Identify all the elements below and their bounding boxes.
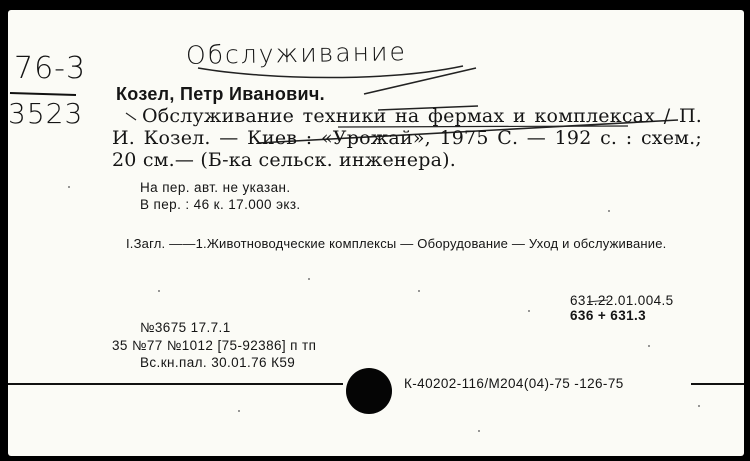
technical-line-1: 35 №77 №1012 [75-92386] п тп [112, 338, 317, 353]
classification-udc: 631.22.01.004.5 [570, 293, 674, 308]
classification-bbk: 636 + 631.3 [570, 308, 647, 323]
technical-line-2: Вс.кн.пал. 30.01.76 К59 [140, 355, 296, 370]
note-price: В пер. : 46 к. 17.000 экз. [140, 197, 301, 212]
handwritten-subject: Обслуживание [185, 37, 408, 70]
accession-number: №3675 17.7.1 [140, 320, 231, 335]
guide-line-right [691, 383, 744, 385]
guide-line-left [8, 383, 343, 385]
catalog-card [8, 10, 744, 456]
catalog-number: К-40202-116/М204(04)-75 -126-75 [404, 376, 624, 391]
shelf-mark-bottom: 3523 [8, 97, 84, 130]
shelf-mark-top: 76-3 [14, 51, 87, 86]
subject-tracings: I.Загл. ——1.Животноводческие комплексы — Оборудование — Уход и обслуживание. [126, 236, 667, 251]
bibliographic-description: Обслуживание техники на фермах и комплексах / П. И. Козел. — Киев : «Урожай», 1975 С. — 192 с. : схем.; 20 см.— (Б-ка сельск. инженера). [112, 105, 702, 171]
author-heading: Козел, Петр Иванович. [116, 84, 325, 104]
punch-hole [346, 368, 392, 414]
note-author: На пер. авт. не указан. [140, 180, 291, 195]
